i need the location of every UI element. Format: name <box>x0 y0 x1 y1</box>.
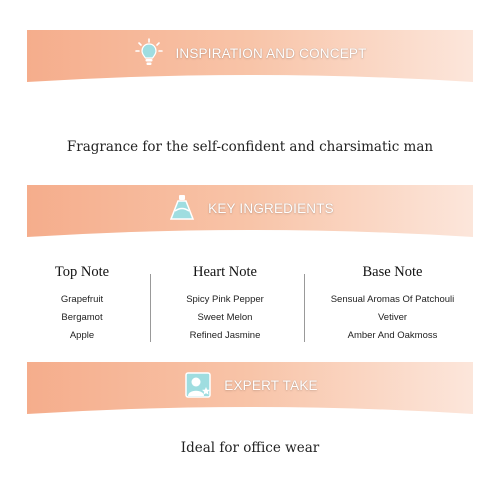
expert-statement: Ideal for office wear <box>180 440 320 456</box>
expert-banner <box>27 362 473 420</box>
list-item: Sweet Melon <box>197 312 253 323</box>
list-item: Grapefruit <box>60 294 104 305</box>
top-note-column <box>27 264 137 345</box>
column-divider <box>150 274 151 342</box>
list-item: Bergamot <box>61 312 103 323</box>
expert-user-icon <box>182 369 214 401</box>
base-note-heading: Base Note <box>362 264 423 280</box>
banner-curve <box>27 406 473 420</box>
ingredients-title: KEY INGREDIENTS <box>208 200 334 216</box>
list-item: Sensual Aromas Of Patchouli <box>330 294 455 305</box>
list-item: Apple <box>69 330 95 341</box>
perfume-bottle-icon <box>166 192 198 224</box>
expert-title: EXPERT TAKE <box>224 377 318 393</box>
column-divider <box>304 274 305 342</box>
ingredients-banner <box>27 185 473 243</box>
concept-statement: Fragrance for the self-confident and charsimatic man <box>66 139 434 155</box>
list-item: Refined Jasmine <box>189 330 261 341</box>
list-item: Vetiver <box>377 312 408 323</box>
heart-note-heading: Heart Note <box>192 264 257 280</box>
banner-curve <box>27 229 473 243</box>
heart-note-column <box>160 264 290 345</box>
list-item: Spicy Pink Pepper <box>186 294 264 305</box>
top-note-heading: Top Note <box>54 264 110 280</box>
base-note-column <box>310 264 475 345</box>
inspiration-banner <box>27 30 473 88</box>
banner-curve <box>27 74 473 88</box>
inspiration-title: INSPIRATION AND CONCEPT <box>175 45 367 61</box>
lightbulb-icon <box>133 37 165 69</box>
list-item: Amber And Oakmoss <box>347 330 438 341</box>
